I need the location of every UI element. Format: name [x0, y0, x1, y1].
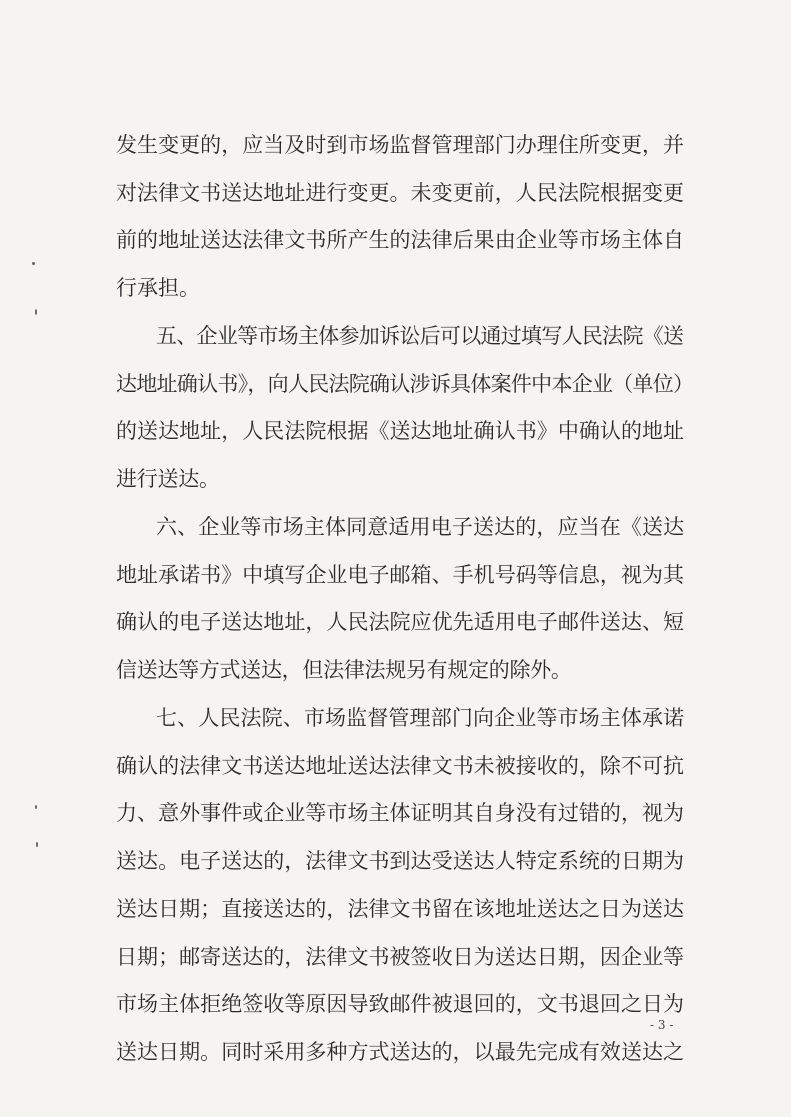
text-line: 送达。电子送达的，法律文书到达受送达人特定系统的日期为 [116, 849, 685, 873]
text-line: 地址承诺书》中填写企业电子邮箱、手机号码等信息，视为其 [116, 563, 685, 587]
text-line: 的送达地址，人民法院根据《送达地址确认书》中确认的地址 [116, 419, 685, 443]
scan-speck [35, 805, 37, 809]
text-line: 前的地址送达法律文书所产生的法律后果由企业等市场主体自 [116, 228, 685, 252]
text-line: 力、意外事件或企业等市场主体证明其自身没有过错的，视为 [116, 801, 685, 825]
text-line: 确认的法律文书送达地址送达法律文书未被接收的，除不可抗 [116, 754, 685, 778]
text-line: 达地址确认书》，向人民法院确认涉诉具体案件中本企业（单位） [116, 372, 694, 396]
text-line: 送达日期；直接送达的，法律文书留在该地址送达之日为送达 [116, 897, 685, 921]
text-line: 日期；邮寄送达的，法律文书被签收日为送达日期，因企业等 [116, 945, 685, 969]
text-line: 信送达等方式送达，但法律法规另有规定的除外。 [116, 658, 572, 682]
text-line: 市场主体拒绝签收等原因导致邮件被退回的，文书退回之日为 [116, 992, 685, 1016]
text-line: 行承担。 [116, 276, 200, 300]
text-line: 送达日期。同时采用多种方式送达的，以最先完成有效送达之 [116, 1040, 685, 1064]
text-line: 发生变更的，应当及时到市场监督管理部门办理住所变更，并 [116, 133, 685, 157]
text-line: 六、企业等市场主体同意适用电子送达的，应当在《送达 [156, 515, 685, 539]
page-number: - 3 - [650, 1018, 674, 1032]
scan-speck [32, 262, 35, 265]
scan-speck [36, 842, 38, 847]
text-line: 七、人民法院、市场监督管理部门向企业等市场主体承诺 [156, 706, 685, 730]
text-line: 确认的电子送达地址，人民法院应优先适用电子邮件送达、短 [116, 610, 685, 634]
text-line: 进行送达。 [116, 467, 220, 491]
text-line: 对法律文书送达地址进行变更。未变更前，人民法院根据变更 [116, 181, 685, 205]
text-line: 五、企业等市场主体参加诉讼后可以通过填写人民法院《送 [156, 324, 684, 348]
scan-speck [35, 309, 37, 315]
